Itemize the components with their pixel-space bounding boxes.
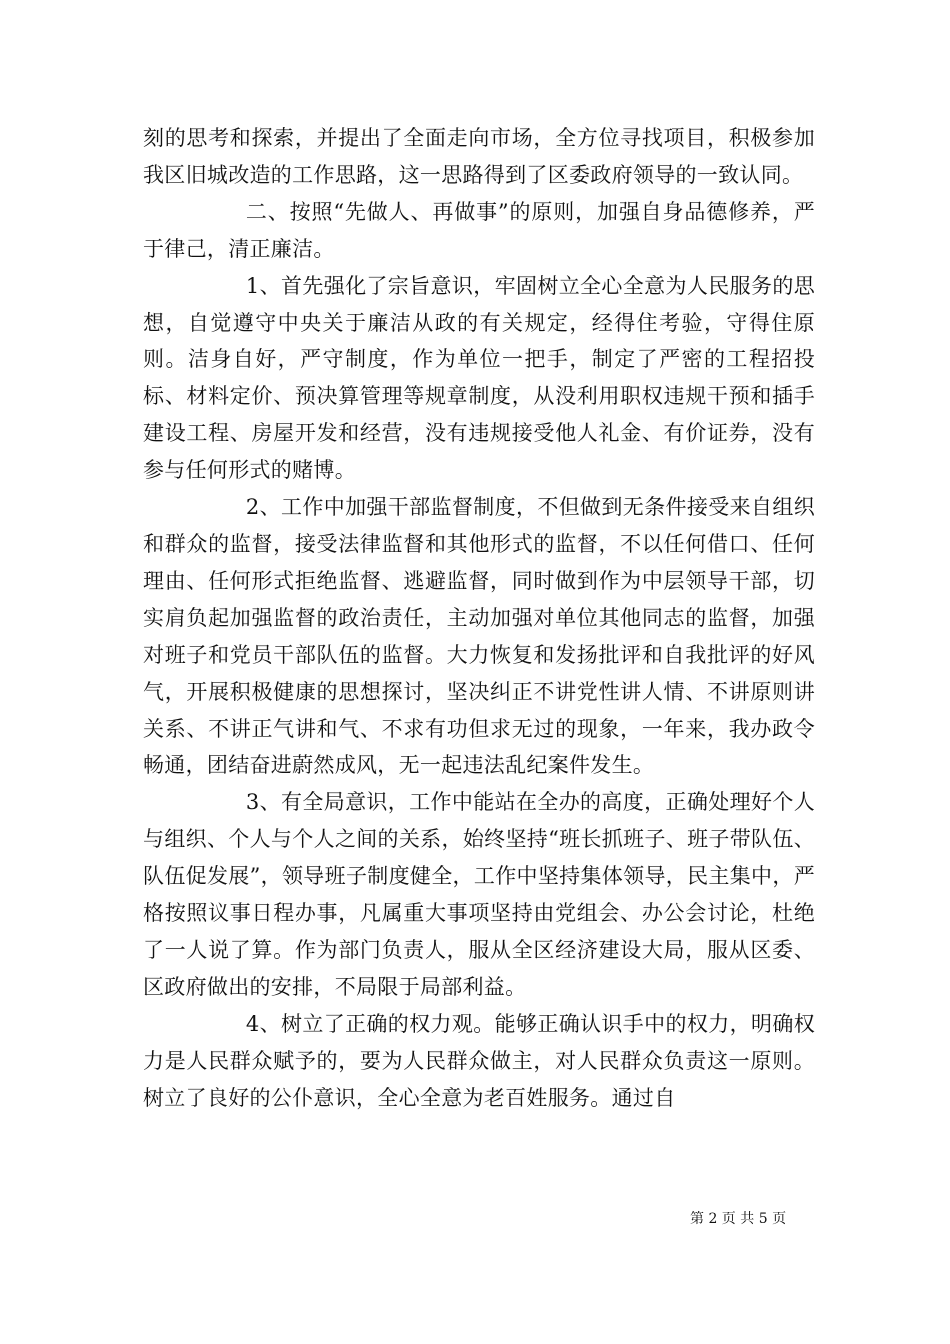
page-number-footer: 第 2 页 共 5 页 [690, 1211, 787, 1227]
paragraph-item-4: 4、树立了正确的权力观。能够正确认识手中的权力，明确权力是人民群众赋予的，要为人民群众做主，对人民群众负责这一原则。树立了良好的公仆意识，全心全意为老百姓服务。通过自 [143, 1011, 815, 1110]
paragraph-item-3: 3、有全局意识，工作中能站在全办的高度，正确处理好个人与组织、个人与个人之间的关系，始终坚持“班长抓班子、班子带队伍、队伍促发展”，领导班子制度健全，工作中坚持集体领导，民主集中，严格按照议事日程办事，凡属重大事项坚持由党组会、办公会讨论，杜绝了一人说了算。作为部门负责人，服从全区经济建设大局，服从区委、区政府做出的安排，不局限于局部利益。 [143, 790, 815, 999]
paragraph-continuation: 刻的思考和探索，并提出了全面走向市场，全方位寻找项目，积极参加我区旧城改造的工作思路，这一思路得到了区委政府领导的一致认同。 [143, 126, 815, 187]
paragraph-item-1: 1、首先强化了宗旨意识，牢固树立全心全意为人民服务的思想，自觉遵守中央关于廉洁从政的有关规定，经得住考验，守得住原则。洁身自好，严守制度，作为单位一把手，制定了严密的工程招投标、材料定价、预决算管理等规章制度，从没利用职权违规干预和插手建设工程、房屋开发和经营，没有违规接受他人礼金、有价证券，没有参与任何形式的赌博。 [143, 273, 815, 483]
paragraph-item-2: 2、工作中加强干部监督制度，不但做到无条件接受来自组织和群众的监督，接受法律监督和其他形式的监督，不以任何借口、任何理由、任何形式拒绝监督、逃避监督，同时做到作为中层领导干部，切实肩负起加强监督的政治责任，主动加强对单位其他同志的监督，加强对班子和党员干部队伍的监督。大力恢复和发扬批评和自我批评的好风气，开展积极健康的思想探讨，坚决纠正不讲党性讲人情、不讲原则讲关系、不讲正气讲和气、不求有功但求无过的现象，一年来，我办政令畅通，团结奋进蔚然成风，无一起违法乱纪案件发生。 [143, 495, 815, 778]
paragraph-section-two-heading: 二、按照“先做人、再做事”的原则，加强自身品德修养，严于律己，清正廉洁。 [143, 199, 815, 261]
document-body [143, 120, 815, 1116]
